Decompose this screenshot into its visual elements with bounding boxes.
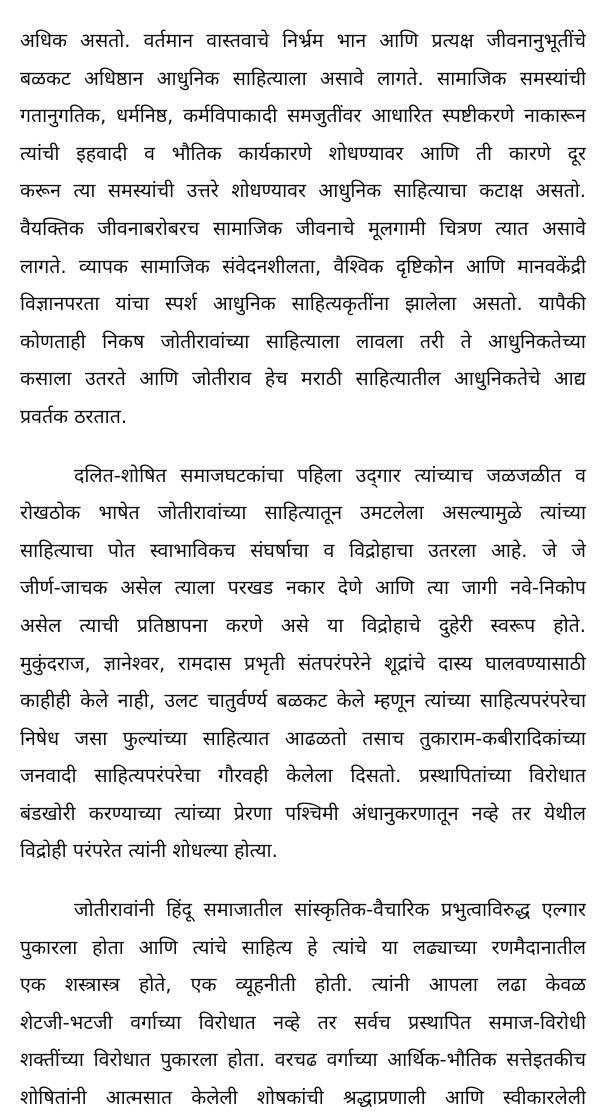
text-line: प्रवर्तक ठरतात. bbox=[20, 404, 128, 428]
text-line: शेटजी-भटजी वर्गाच्या विरोधात नव्हे तर सर्वच प्रस्थापित समाज-विरोधी bbox=[20, 1010, 586, 1034]
text-line: गतानुगतिक, धर्मनिष्ठ, कर्मविपाकादी समजुतींवर आधारित स्पष्टीकरणे नाकारून bbox=[20, 104, 586, 128]
text-line: कोणताही निकष जोतीरावांच्या साहित्याला लावला तरी ते आधुनिकतेच्या bbox=[20, 329, 586, 353]
text-line: मुकुंदराज, ज्ञानेश्वर, रामदास प्रभृती संतपरंपरेने शूद्रांचे दास्य घालवण्यासाठी bbox=[20, 651, 586, 675]
text-line: एक शस्त्रास्त्र होते, एक व्यूहनीती होती. त्यांनी आपला लढा केवळ bbox=[20, 973, 586, 997]
text-line: साहित्याचा पोत स्वाभाविकच संघर्षाचा व विद्रोहाचा उतरला आहे. जे जे bbox=[20, 538, 586, 562]
text-line: जनवादी साहित्यपरंपरेचा गौरवही केलेला दिसतो. प्रस्थापितांच्या विरोधात bbox=[20, 764, 586, 788]
text-line: शक्तींच्या विरोधात पुकारला होता. वरचढ वर्गाच्या आर्थिक-भौतिक सत्तेइतकीच bbox=[20, 1048, 586, 1072]
text-line: रोखठोक भाषेत जोतीरावांच्या साहित्यातून उमटलेला असल्यामुळे त्यांच्या bbox=[20, 501, 586, 525]
text-line: पुकारला होता आणि त्यांचे साहित्य हे त्यांचे या लढ्याच्या रणमैदानातील bbox=[20, 935, 586, 959]
text-line: विद्रोही परंपरेत त्यांनी शोधल्या होत्या. bbox=[20, 839, 278, 863]
text-line: बंडखोरी करण्याच्या त्यांच्या प्रेरणा पश्चिमी अंधानुकरणातून नव्हे तर येथील bbox=[20, 801, 586, 825]
text-line: अधिक असतो. वर्तमान वास्तवाचे निर्भ्रम भान आणि प्रत्यक्ष जीवनानुभूतींचे bbox=[20, 29, 586, 52]
paragraph-2 bbox=[20, 457, 586, 871]
text-line: वैयक्तिक जीवनाबरोबरच सामाजिक जीवनाचे मूलगामी चित्रण त्यात असावे bbox=[20, 216, 586, 240]
text-line: असेल त्याची प्रतिष्ठापना करणे असे या विद्रोहाचे दुहेरी स्वरूप होते. bbox=[20, 613, 586, 637]
text-line: त्यांची इहवादी व भौतिक कार्यकारणे शोधण्यावर आणि ती कारणे दूर bbox=[20, 141, 586, 165]
paragraph-spacer bbox=[20, 870, 586, 891]
text-line: निषेध जसा फुल्यांच्या साहित्यात आढळतो तसाच तुकाराम-कबीरादिकांच्या bbox=[20, 726, 586, 750]
text-line: जोतीरावांनी हिंदू समाजातील सांस्कृतिक-वैचारिक प्रभुत्वाविरुद्ध एल्गार bbox=[74, 898, 586, 922]
paragraph-1 bbox=[20, 22, 586, 436]
text-line: दलित-शोषित समाजघटकांचा पहिला उद्‌गार त्यांच्याच जळजळीत व bbox=[74, 463, 586, 487]
paragraph-spacer bbox=[20, 436, 586, 457]
text-line: विज्ञानपरता यांचा स्पर्श आधुनिक साहित्यकृतींना झालेला असतो. यापैकी bbox=[20, 292, 586, 316]
text-line: शोषितांनी आत्मसात केलेली शोषकांची श्रद्धाप्रणाली आणि स्वीकारलेली bbox=[20, 1086, 586, 1110]
text-line: बळकट अधिष्ठान आधुनिक साहित्याला असावे लागते. सामाजिक समस्यांची bbox=[20, 66, 586, 90]
text-line: काहीही केले नाही, उलट चातुर्वर्ण्य बळकट केले म्हणून त्यांच्या साहित्यपरंपरेचा bbox=[20, 689, 586, 713]
text-line: कसाला उतरते आणि जोतीराव हेच मराठी साहित्यातील आधुनिकतेचे आद्य bbox=[20, 367, 586, 391]
text-line: करून त्या समस्यांची उत्तरे शोधण्यावर आधुनिक साहित्याचा कटाक्ष असतो. bbox=[20, 179, 586, 203]
paragraph-3 bbox=[20, 891, 586, 1117]
text-line: लागते. व्यापक सामाजिक संवेदनशीलता, वैश्विक दृष्टिकोन आणि मानवकेंद्री bbox=[20, 254, 586, 278]
text-line: जीर्ण-जाचक असेल त्याला परखड नकार देणे आणि त्या जागी नवे-निकोप bbox=[20, 576, 586, 600]
